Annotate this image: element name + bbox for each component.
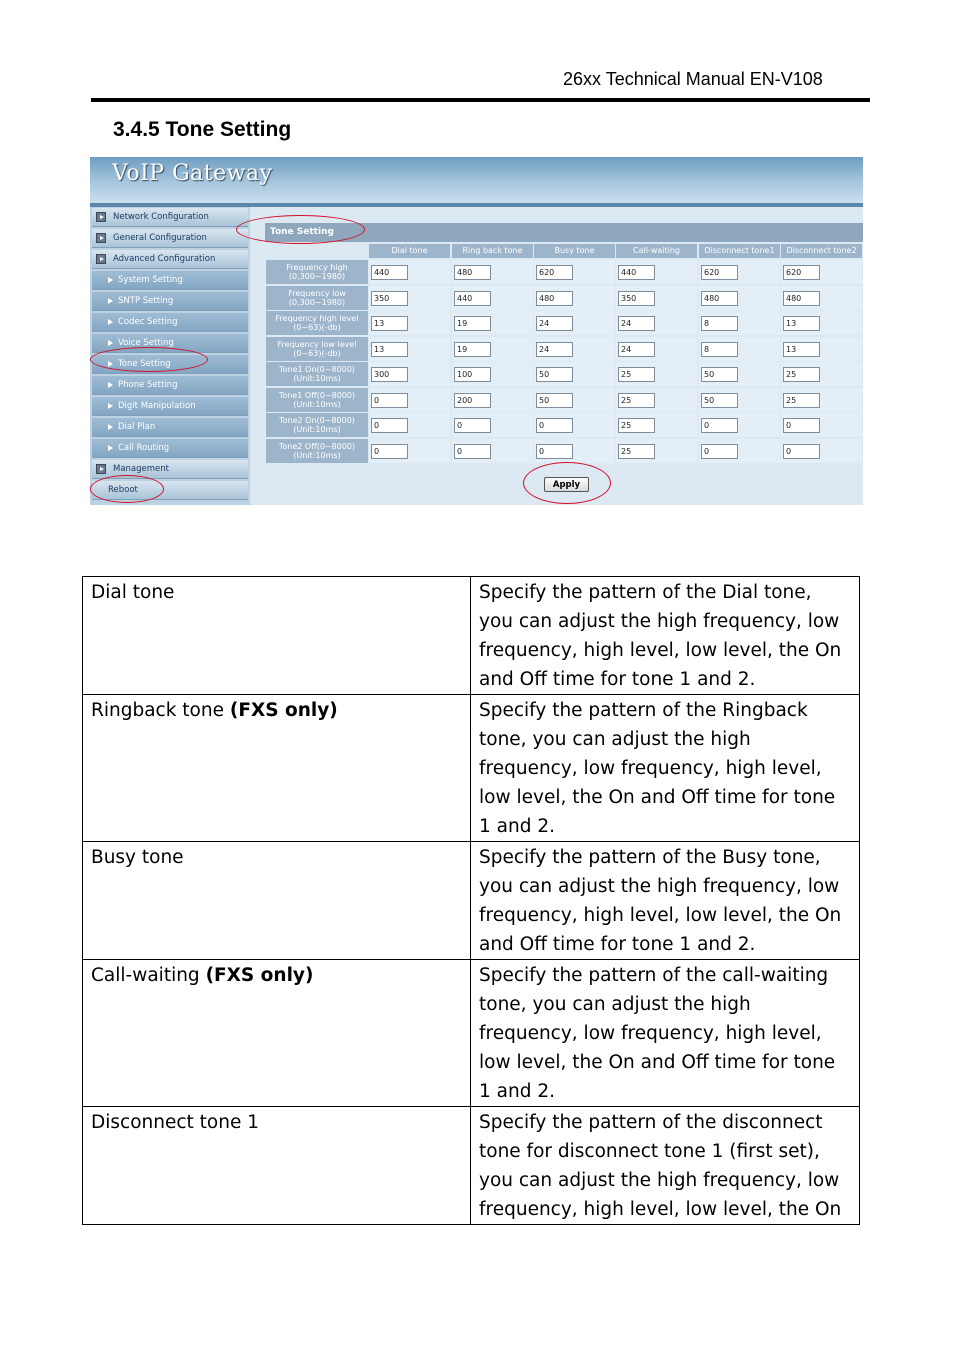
row-range: (0~63)(-db) xyxy=(293,323,341,332)
tone-setting-panel xyxy=(265,223,863,463)
value-cell xyxy=(369,388,450,412)
row-range: (Unit:10ms) xyxy=(293,399,341,409)
row-range: (Unit:10ms) xyxy=(293,425,341,434)
table-row xyxy=(83,842,860,960)
expand-icon xyxy=(96,212,106,222)
tone-value-input[interactable]: 0 xyxy=(783,418,820,433)
column-header: Dial tone xyxy=(369,244,450,258)
tone-value-input[interactable]: 24 xyxy=(536,316,573,331)
row-range: (Unit:10ms) xyxy=(293,450,341,460)
sidebar-item-label: Network Configuration xyxy=(113,212,209,222)
tone-value-input[interactable]: 480 xyxy=(536,291,573,306)
value-cell xyxy=(781,311,862,335)
value-cell xyxy=(452,286,533,310)
value-cell xyxy=(452,311,533,335)
value-cell xyxy=(452,388,533,412)
tone-name-cell xyxy=(83,960,471,1107)
tone-value-input[interactable]: 620 xyxy=(701,265,738,280)
sidebar-item-label: Management xyxy=(113,464,169,474)
sidebar-item-label: Digit Manipulation xyxy=(118,401,196,411)
row-header xyxy=(266,413,368,437)
banner xyxy=(90,157,863,205)
tone-value-input[interactable]: 50 xyxy=(701,367,738,382)
value-cell xyxy=(781,439,862,463)
tone-value-input[interactable]: 25 xyxy=(618,367,655,382)
sidebar-item[interactable] xyxy=(92,292,248,311)
tone-name: Dial tone xyxy=(91,582,175,603)
tone-value-input[interactable]: 100 xyxy=(454,367,491,382)
tone-description: Specify the pattern of the Busy tone, you can adjust the high frequency, low frequency, high level, low level, the On and Off time for tone 1 and 2. xyxy=(471,842,860,960)
row-header xyxy=(266,439,368,463)
apply-button[interactable]: Apply xyxy=(544,477,589,492)
column-header: Call-waiting xyxy=(616,244,697,258)
sidebar-item-label: Dial Plan xyxy=(118,422,156,432)
row-range: (0,300~1980) xyxy=(288,272,346,281)
tone-value-input[interactable]: 440 xyxy=(454,291,491,306)
value-cell xyxy=(369,286,450,310)
row-label: Frequency high level xyxy=(275,314,359,323)
annotation-circle-tone-title xyxy=(236,215,365,244)
arrow-right-icon xyxy=(108,424,113,430)
row-label: Frequency low xyxy=(288,288,346,298)
tone-name: Busy tone xyxy=(91,847,184,868)
expand-icon xyxy=(96,254,106,264)
annotation-circle-reboot xyxy=(90,475,164,503)
tone-description: Specify the pattern of the Dial tone, you can adjust the high frequency, low frequency, high level, low level, the On and Off time for tone 1 and 2. xyxy=(471,577,860,695)
value-cell xyxy=(699,413,780,437)
value-cell xyxy=(534,388,615,412)
value-cell xyxy=(369,260,450,284)
value-cell xyxy=(534,286,615,310)
value-cell xyxy=(699,362,780,386)
row-header xyxy=(266,286,368,310)
tone-tag: (FXS only) xyxy=(229,700,338,721)
tone-value-input[interactable]: 19 xyxy=(454,342,491,357)
value-cell xyxy=(616,413,697,437)
panel-title-text: Tone Setting xyxy=(270,227,334,237)
tone-setting-screenshot xyxy=(90,157,863,505)
tone-value-input[interactable]: 480 xyxy=(701,291,738,306)
value-cell xyxy=(616,286,697,310)
tone-value-input[interactable]: 25 xyxy=(618,444,655,459)
value-cell xyxy=(369,413,450,437)
tone-value-input[interactable]: 0 xyxy=(454,444,491,459)
value-cell xyxy=(534,439,615,463)
value-cell xyxy=(452,337,533,361)
value-cell xyxy=(534,311,615,335)
tone-name-cell xyxy=(83,842,471,960)
column-header: Disconnect tone1 xyxy=(699,244,780,258)
tone-value-input[interactable]: 350 xyxy=(618,291,655,306)
sidebar-item-label: Advanced Configuration xyxy=(113,254,216,264)
table-row xyxy=(83,695,860,842)
value-cell xyxy=(699,286,780,310)
header-rule xyxy=(91,98,870,102)
annotation-circle-apply xyxy=(523,462,611,504)
tone-value-input[interactable]: 0 xyxy=(536,444,573,459)
value-cell xyxy=(616,260,697,284)
value-cell xyxy=(452,260,533,284)
value-cell xyxy=(369,439,450,463)
value-cell xyxy=(369,337,450,361)
value-cell xyxy=(781,362,862,386)
arrow-right-icon xyxy=(108,445,113,451)
sidebar-item-label: Reboot xyxy=(108,485,138,495)
arrow-right-icon xyxy=(108,298,113,304)
tone-value-input[interactable]: 0 xyxy=(536,418,573,433)
row-header xyxy=(266,260,368,284)
tone-value-input[interactable]: 8 xyxy=(701,342,738,357)
value-cell xyxy=(452,413,533,437)
row-label: Tone2 On(0~8000) xyxy=(279,416,355,425)
column-header: Ring back tone xyxy=(452,244,533,258)
tone-value-input[interactable]: 200 xyxy=(454,393,491,408)
row-header xyxy=(266,311,368,335)
value-cell xyxy=(699,311,780,335)
column-header: Busy tone xyxy=(534,244,615,258)
tone-value-input[interactable]: 0 xyxy=(701,444,738,459)
row-label: Tone2 Off(0~8000) xyxy=(278,441,356,451)
tone-value-input[interactable]: 24 xyxy=(536,342,573,357)
tone-value-input[interactable]: 0 xyxy=(701,418,738,433)
sidebar-item-label: Voice Setting xyxy=(118,338,174,348)
value-cell xyxy=(781,337,862,361)
tone-value-input[interactable]: 13 xyxy=(371,342,408,357)
value-cell xyxy=(616,311,697,335)
tone-value-input[interactable]: 620 xyxy=(783,265,820,280)
value-cell xyxy=(699,388,780,412)
tone-value-input[interactable]: 50 xyxy=(536,393,573,408)
tone-value-input[interactable]: 480 xyxy=(783,291,820,306)
arrow-right-icon xyxy=(108,340,113,346)
value-cell xyxy=(534,362,615,386)
sidebar-item[interactable] xyxy=(92,397,248,416)
value-cell xyxy=(534,260,615,284)
sidebar-item[interactable] xyxy=(92,376,248,395)
sidebar-item-label: SNTP Setting xyxy=(118,296,174,306)
tone-value-input[interactable]: 0 xyxy=(371,418,408,433)
tone-value-input[interactable]: 620 xyxy=(536,265,573,280)
tone-description-table xyxy=(82,576,860,1225)
value-cell xyxy=(616,388,697,412)
tone-name-cell xyxy=(83,577,471,695)
tone-value-input[interactable]: 480 xyxy=(454,265,491,280)
arrow-right-icon xyxy=(108,277,113,283)
value-cell xyxy=(452,362,533,386)
tone-value-input[interactable]: 25 xyxy=(618,418,655,433)
tone-value-input[interactable]: 13 xyxy=(371,316,408,331)
tone-value-input[interactable]: 0 xyxy=(454,418,491,433)
value-cell xyxy=(369,362,450,386)
value-cell xyxy=(616,362,697,386)
tone-value-input[interactable]: 8 xyxy=(701,316,738,331)
expand-icon xyxy=(96,464,106,474)
tone-value-input[interactable]: 50 xyxy=(701,393,738,408)
sidebar-item[interactable] xyxy=(92,250,248,269)
tone-name: Disconnect tone 1 xyxy=(91,1112,259,1133)
section-title: 3.4.5 Tone Setting xyxy=(113,118,292,141)
table-row xyxy=(83,577,860,695)
value-cell xyxy=(699,337,780,361)
tone-value-input[interactable]: 0 xyxy=(371,444,408,459)
value-cell xyxy=(699,439,780,463)
tone-value-input[interactable]: 19 xyxy=(454,316,491,331)
value-cell xyxy=(699,260,780,284)
value-cell xyxy=(781,260,862,284)
tone-value-input[interactable]: 25 xyxy=(618,393,655,408)
row-range: (0,300~1980) xyxy=(288,297,346,307)
tone-value-input[interactable]: 24 xyxy=(618,316,655,331)
tone-name: Ringback tone xyxy=(91,700,230,721)
sidebar-item-label: Call Routing xyxy=(118,443,170,453)
value-cell xyxy=(781,413,862,437)
row-header xyxy=(266,362,368,386)
tone-value-input[interactable]: 440 xyxy=(371,265,408,280)
row-range: (0~63)(-db) xyxy=(293,348,341,358)
sidebar-item[interactable] xyxy=(92,439,248,458)
tone-name-cell xyxy=(83,695,471,842)
tone-tag: (FXS only) xyxy=(205,965,314,986)
arrow-right-icon xyxy=(108,403,113,409)
table-row xyxy=(83,1107,860,1225)
tone-value-input[interactable]: 25 xyxy=(783,393,820,408)
sidebar-item-label: System Setting xyxy=(118,275,183,285)
tone-value-input[interactable]: 25 xyxy=(783,367,820,382)
tone-name: Call-waiting xyxy=(91,965,206,986)
sidebar-item[interactable] xyxy=(92,313,248,332)
sidebar-item[interactable] xyxy=(92,418,248,437)
table-row xyxy=(83,960,860,1107)
sidebar-item-label: Tone Setting xyxy=(118,359,171,369)
sidebar-item[interactable] xyxy=(92,271,248,290)
sidebar-item-label: Codec Setting xyxy=(118,317,178,327)
tone-value-input[interactable]: 350 xyxy=(371,291,408,306)
value-cell xyxy=(616,439,697,463)
tone-name-cell xyxy=(83,1107,471,1225)
running-header: 26xx Technical Manual EN-V108 xyxy=(563,69,823,89)
value-cell xyxy=(534,337,615,361)
banner-title: VoIP Gateway xyxy=(112,161,273,186)
column-header: Disconnect tone2 xyxy=(781,244,862,258)
sidebar-item-label: General Configuration xyxy=(113,233,207,243)
value-cell xyxy=(369,311,450,335)
tone-value-input[interactable]: 13 xyxy=(783,342,820,357)
tone-value-input[interactable]: 300 xyxy=(371,367,408,382)
value-cell xyxy=(534,413,615,437)
row-label: Tone1 On(0~8000) xyxy=(279,365,355,374)
row-label: Frequency low level xyxy=(277,339,357,349)
tone-description: Specify the pattern of the call-waiting tone, you can adjust the high frequency, low frequency, high level, low level, the On and Off time for tone 1 and 2. xyxy=(471,960,860,1107)
arrow-right-icon xyxy=(108,319,113,325)
row-label: Tone1 Off(0~8000) xyxy=(278,390,356,400)
value-cell xyxy=(616,337,697,361)
value-cell xyxy=(781,286,862,310)
row-header xyxy=(266,388,368,412)
sidebar-item[interactable] xyxy=(92,229,248,248)
expand-icon xyxy=(96,233,106,243)
row-range: (Unit:10ms) xyxy=(293,374,341,383)
tone-value-input[interactable]: 50 xyxy=(536,367,573,382)
value-cell xyxy=(781,388,862,412)
tone-description: Specify the pattern of the Ringback tone, you can adjust the high frequency, low frequency, high level, low level, the On and Off time for tone 1 and 2. xyxy=(471,695,860,842)
row-header xyxy=(266,337,368,361)
arrow-right-icon xyxy=(108,382,113,388)
tone-value-input[interactable]: 24 xyxy=(618,342,655,357)
annotation-circle-tone-menu xyxy=(90,347,208,372)
sidebar-item[interactable] xyxy=(92,208,248,227)
row-label: Frequency high xyxy=(286,263,348,272)
tone-description: Specify the pattern of the disconnect tone for disconnect tone 1 (first set), you can adjust the high frequency, low frequency, high level, low level, the On xyxy=(471,1107,860,1225)
tone-value-input[interactable]: 440 xyxy=(618,265,655,280)
tone-value-input[interactable]: 0 xyxy=(371,393,408,408)
value-cell xyxy=(452,439,533,463)
sidebar-item-label: Phone Setting xyxy=(118,380,178,390)
tone-value-input[interactable]: 13 xyxy=(783,316,820,331)
tone-value-input[interactable]: 0 xyxy=(783,444,820,459)
